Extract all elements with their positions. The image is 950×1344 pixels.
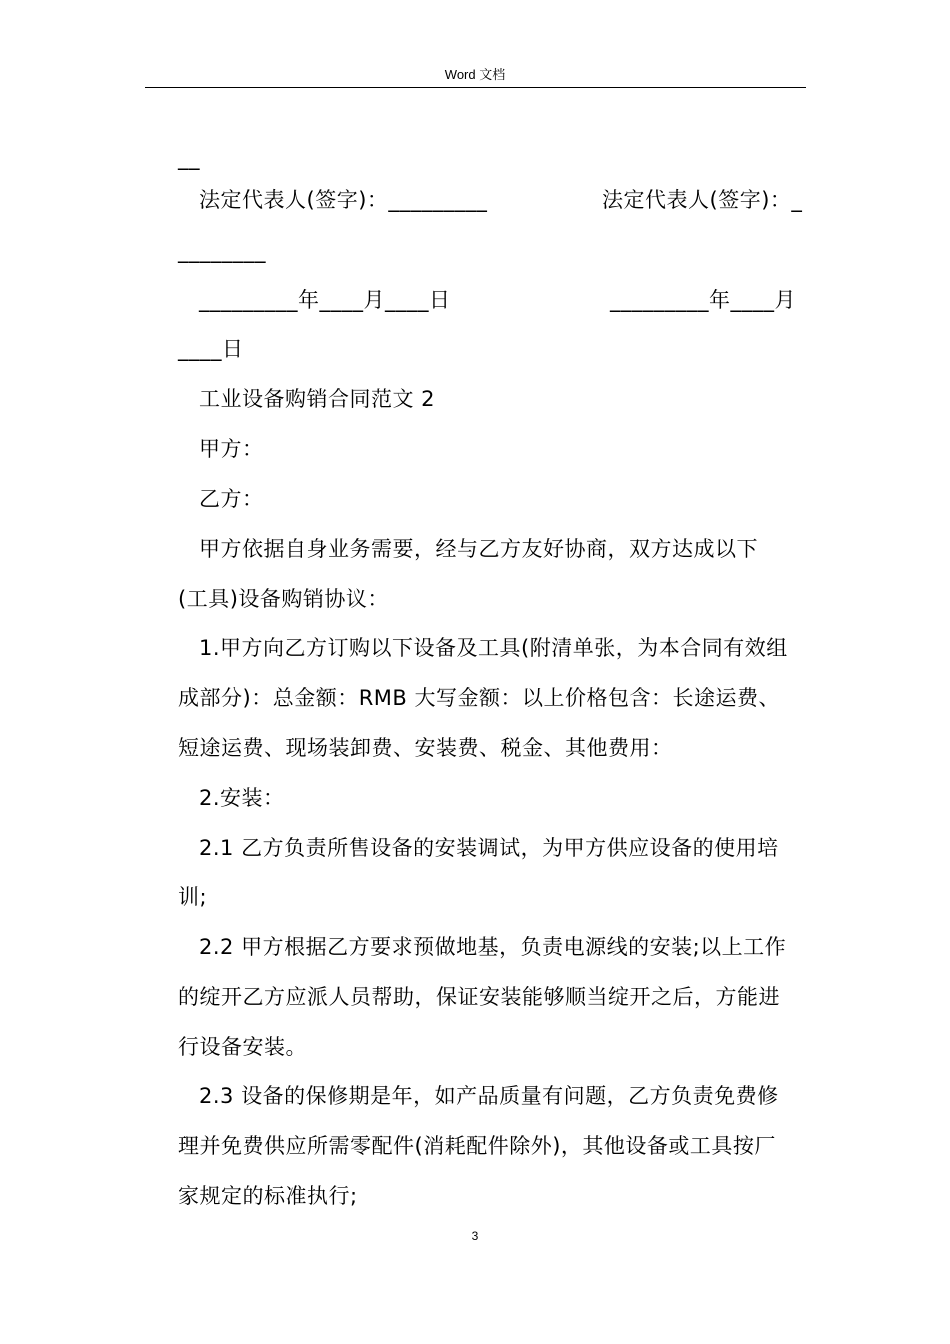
date-line-right: _________年____月: [610, 288, 796, 312]
legal-rep-signature-right: 法定代表人(签字)：_: [602, 188, 803, 212]
paragraph-line: 短途运费、现场装卸费、安装费、税金、其他费用：: [178, 736, 673, 760]
section-heading: 2.安装：: [199, 786, 285, 810]
paragraph-line: 理并免费供应所需零配件(消耗配件除外)，其他设备或工具按厂: [178, 1134, 776, 1158]
paragraph-line: 1.甲方向乙方订购以下设备及工具(附清单张，为本合同有效组: [199, 636, 788, 660]
party-b-label: 乙方：: [199, 487, 264, 511]
signature-line-continuation: ________: [178, 239, 266, 263]
paragraph-line: 训;: [178, 885, 208, 909]
paragraph-line: (工具)设备购销协议：: [178, 587, 389, 611]
page-number: 3: [471, 1229, 479, 1243]
legal-rep-signature-left: 法定代表人(签字)：_________: [199, 188, 488, 212]
paragraph-line: 甲方依据自身业务需要，经与乙方友好协商，双方达成以下: [199, 537, 758, 561]
paragraph-line: 2.3 设备的保修期是年，如产品质量有问题，乙方负责免费修: [199, 1084, 779, 1108]
paragraph-line: 2.1 乙方负责所售设备的安装调试，为甲方供应设备的使用培: [199, 836, 779, 860]
date-line-left: _________年____月____日: [199, 288, 451, 312]
page-header: Word 文档: [444, 67, 506, 82]
party-a-label: 甲方：: [199, 437, 264, 461]
signature-dash-continuation: __: [178, 146, 200, 170]
paragraph-line: 成部分)：总金额：RMB 大写金额：以上价格包含：长途运费、: [178, 686, 780, 710]
paragraph-line: 2.2 甲方根据乙方要求预做地基，负责电源线的安装;以上工作: [199, 935, 787, 959]
paragraph-line: 家规定的标准执行;: [178, 1184, 358, 1208]
header-rule: [145, 87, 806, 88]
contract-title: 工业设备购销合同范文 2: [199, 387, 436, 411]
date-line-continuation: ____日: [178, 337, 244, 361]
paragraph-line: 行设备安装。: [178, 1035, 307, 1059]
paragraph-line: 的绽开乙方应派人员帮助，保证安装能够顺当绽开之后，方能进: [178, 985, 780, 1009]
